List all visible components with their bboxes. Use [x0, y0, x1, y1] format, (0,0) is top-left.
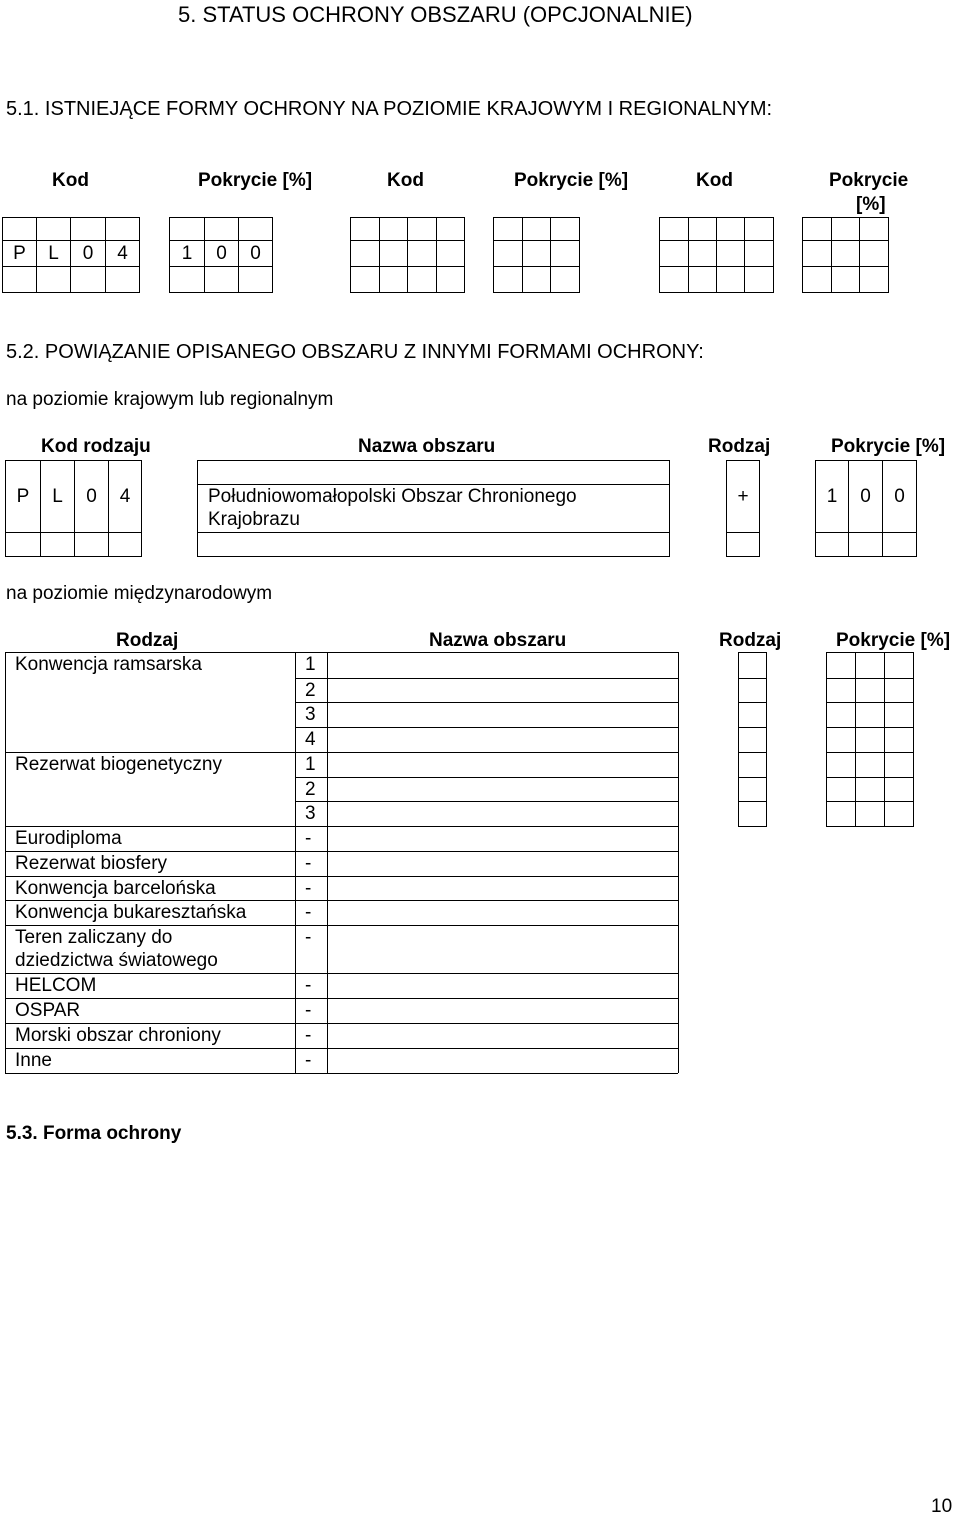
intl-pokrycie-cell[interactable] — [826, 727, 856, 753]
intl-row-label: Rezerwat biogenetyczny — [15, 754, 222, 775]
intl-row-number: - — [305, 902, 312, 923]
intl-row-number: - — [305, 1050, 312, 1071]
table-hline — [295, 652, 678, 653]
kod-2-cell-empty[interactable] — [436, 266, 465, 293]
table-hline — [295, 1073, 678, 1074]
kod-3-cell-empty[interactable] — [659, 266, 689, 293]
header-kod-1: Kod — [52, 170, 89, 191]
table-vline — [5, 652, 6, 1073]
intl-row-number: 3 — [305, 704, 316, 725]
kod-2-cell[interactable] — [350, 217, 380, 241]
intl-pokrycie-cell[interactable] — [884, 752, 914, 778]
kod-2-cell[interactable] — [407, 217, 437, 241]
kod-2-cell-value[interactable] — [379, 240, 408, 267]
kod-3-cell-empty[interactable] — [744, 266, 774, 293]
header-rodzaj: Rodzaj — [708, 436, 771, 457]
intl-pokrycie-cell[interactable] — [826, 752, 856, 778]
intl-row-label: Teren zaliczany do — [15, 927, 173, 948]
intl-pokrycie-cell[interactable] — [855, 678, 885, 703]
pokrycie-3-cell[interactable] — [802, 217, 832, 241]
table-hline — [295, 727, 678, 728]
intl-header-rodzaj: Rodzaj — [116, 630, 179, 651]
kod-1-cell-empty[interactable] — [2, 266, 37, 293]
table-hline — [295, 851, 678, 852]
kod-1-cell-value[interactable]: L — [36, 240, 71, 267]
kod-1-cell-value[interactable]: P — [2, 240, 37, 267]
pokrycie-1-cell-value[interactable]: 0 — [238, 240, 273, 267]
intl-pokrycie-cell[interactable] — [884, 652, 914, 679]
pokrycie-3-cell-value[interactable] — [802, 240, 832, 267]
kod-rodzaju-cell-empty[interactable] — [40, 532, 75, 557]
table-hline — [295, 801, 678, 802]
header-pokrycie-3-unit: [%] — [856, 194, 886, 215]
pokrycie-cell[interactable]: 0 — [882, 460, 917, 533]
intl-row-number: - — [305, 828, 312, 849]
table-hline — [5, 752, 295, 753]
header-pokrycie-3: Pokrycie — [829, 170, 909, 191]
table-hline — [5, 1073, 295, 1074]
intl-row-number: 2 — [305, 680, 316, 701]
intl-rodzaj-cell[interactable] — [738, 801, 767, 827]
kod-1-cell-empty[interactable] — [105, 266, 140, 293]
table-hline — [295, 678, 678, 679]
kod-1-cell-empty[interactable] — [70, 266, 106, 293]
kod-2-cell-empty[interactable] — [350, 266, 380, 293]
intl-row-label: Morski obszar chroniony — [15, 1025, 221, 1046]
pokrycie-2-cell-value[interactable] — [493, 240, 523, 267]
intl-header-rodzaj-2: Rodzaj — [719, 630, 782, 651]
intl-row-number: - — [305, 1000, 312, 1021]
intl-rodzaj-cell[interactable] — [738, 752, 767, 778]
intl-pokrycie-cell[interactable] — [826, 777, 856, 802]
intl-row-number: - — [305, 927, 312, 948]
kod-3-cell[interactable] — [688, 217, 717, 241]
kod-rodzaju-cell-empty[interactable] — [74, 532, 109, 557]
kod-2-cell-value[interactable] — [350, 240, 380, 267]
kod-1-cell-value[interactable]: 4 — [105, 240, 140, 267]
table-hline — [5, 1048, 295, 1049]
intl-rodzaj-cell[interactable] — [738, 678, 767, 703]
pokrycie-1-cell-empty[interactable] — [169, 266, 205, 293]
intl-pokrycie-cell[interactable] — [826, 652, 856, 679]
intl-row-label: Konwencja barcelońska — [15, 878, 216, 899]
kod-3-cell-value[interactable] — [688, 240, 717, 267]
intl-pokrycie-cell[interactable] — [884, 678, 914, 703]
intl-header-nazwa-obszaru: Nazwa obszaru — [429, 630, 567, 651]
intl-rodzaj-cell[interactable] — [738, 777, 767, 802]
table-hline — [295, 777, 678, 778]
kod-1-cell[interactable] — [2, 217, 37, 241]
kod-3-cell-value[interactable] — [716, 240, 745, 267]
kod-rodzaju-cell[interactable]: 4 — [108, 460, 142, 533]
table-vline — [327, 652, 328, 1073]
pokrycie-2-cell-empty[interactable] — [493, 266, 523, 293]
table-hline — [295, 925, 678, 926]
intl-row-number: 2 — [305, 779, 316, 800]
header-pokrycie: Pokrycie [%] — [831, 436, 946, 457]
pokrycie-3-cell-value[interactable] — [831, 240, 860, 267]
kod-2-cell-value[interactable] — [407, 240, 437, 267]
table-vline — [678, 652, 679, 1073]
intl-row-label: Rezerwat biosfery — [15, 853, 168, 874]
table-hline — [295, 876, 678, 877]
table-hline — [5, 1023, 295, 1024]
header-pokrycie-2: Pokrycie [%] — [514, 170, 629, 191]
pokrycie-cell-empty[interactable] — [815, 532, 849, 557]
intl-pokrycie-cell[interactable] — [884, 702, 914, 728]
national-level-label: na poziomie krajowym lub regionalnym — [6, 389, 334, 410]
header-nazwa-obszaru: Nazwa obszaru — [358, 436, 496, 457]
kod-rodzaju-cell[interactable]: L — [40, 460, 75, 533]
intl-pokrycie-cell[interactable] — [855, 801, 885, 827]
table-hline — [295, 1048, 678, 1049]
table-hline — [295, 998, 678, 999]
table-vline — [295, 652, 296, 1073]
intl-row-label: Inne — [15, 1050, 52, 1071]
header-kod-rodzaju: Kod rodzaju — [41, 436, 151, 457]
pokrycie-2-cell[interactable] — [493, 217, 523, 241]
intl-pokrycie-cell[interactable] — [826, 801, 856, 827]
intl-row-number: 1 — [305, 754, 316, 775]
pokrycie-3-cell-empty[interactable] — [831, 266, 860, 293]
intl-pokrycie-cell[interactable] — [855, 652, 885, 679]
table-hline — [5, 925, 295, 926]
pokrycie-2-cell-value[interactable] — [522, 240, 551, 267]
kod-1-cell-empty[interactable] — [36, 266, 71, 293]
subsection-title-5-3: 5.3. Forma ochrony — [6, 1123, 182, 1144]
kod-rodzaju-cell[interactable]: P — [5, 460, 41, 533]
page-number: 10 — [931, 1496, 953, 1517]
table-hline — [295, 702, 678, 703]
intl-rodzaj-cell[interactable] — [738, 727, 767, 753]
table-hline — [5, 876, 295, 877]
nazwa-obszaru-top[interactable] — [197, 460, 670, 485]
pokrycie-2-cell[interactable] — [522, 217, 551, 241]
international-level-label: na poziomie międzynarodowym — [6, 583, 273, 604]
intl-row-number: - — [305, 1025, 312, 1046]
kod-3-cell[interactable] — [744, 217, 774, 241]
section-title: 5. STATUS OCHRONY OBSZARU (OPCJONALNIE) — [178, 2, 693, 27]
pokrycie-3-cell-empty[interactable] — [802, 266, 832, 293]
pokrycie-1-cell[interactable] — [238, 217, 273, 241]
pokrycie-1-cell-value[interactable]: 0 — [204, 240, 239, 267]
intl-rodzaj-cell[interactable] — [738, 702, 767, 728]
table-hline — [5, 998, 295, 999]
intl-row-number: 1 — [305, 654, 316, 675]
header-pokrycie-1: Pokrycie [%] — [198, 170, 313, 191]
subsection-title-5-2: 5.2. POWIĄZANIE OPISANEGO OBSZARU Z INNYMI FORMAMI OCHRONY: — [6, 341, 704, 363]
intl-row-label: HELCOM — [15, 975, 97, 996]
kod-2-cell-value[interactable] — [436, 240, 465, 267]
pokrycie-2-cell[interactable] — [550, 217, 580, 241]
header-kod-3: Kod — [696, 170, 733, 191]
intl-row-number: - — [305, 853, 312, 874]
pokrycie-cell-empty[interactable] — [882, 532, 917, 557]
nazwa-obszaru-line1: Południowomałopolski Obszar Chronionego — [208, 486, 577, 507]
pokrycie-cell-empty[interactable] — [848, 532, 883, 557]
table-hline — [5, 973, 295, 974]
kod-2-cell[interactable] — [436, 217, 465, 241]
table-hline — [295, 752, 678, 753]
pokrycie-1-cell[interactable] — [204, 217, 239, 241]
pokrycie-1-cell-empty[interactable] — [238, 266, 273, 293]
intl-pokrycie-cell[interactable] — [855, 727, 885, 753]
intl-row-label-line2: dziedzictwa światowego — [15, 950, 218, 971]
intl-pokrycie-cell[interactable] — [884, 801, 914, 827]
pokrycie-2-cell-value[interactable] — [550, 240, 580, 267]
pokrycie-2-cell-empty[interactable] — [550, 266, 580, 293]
kod-3-cell-empty[interactable] — [688, 266, 717, 293]
table-hline — [5, 900, 295, 901]
intl-row-label: Konwencja bukaresztańska — [15, 902, 247, 923]
pokrycie-3-cell[interactable] — [859, 217, 889, 241]
kod-1-cell-value[interactable]: 0 — [70, 240, 106, 267]
rodzaj-cell[interactable]: + — [726, 460, 760, 533]
kod-rodzaju-cell[interactable]: 0 — [74, 460, 109, 533]
intl-pokrycie-cell[interactable] — [855, 777, 885, 802]
table-hline — [295, 900, 678, 901]
intl-pokrycie-cell[interactable] — [826, 678, 856, 703]
intl-row-label: OSPAR — [15, 1000, 81, 1021]
intl-pokrycie-cell[interactable] — [855, 702, 885, 728]
kod-3-cell-empty[interactable] — [716, 266, 745, 293]
intl-header-pokrycie: Pokrycie [%] — [836, 630, 951, 651]
nazwa-obszaru-empty[interactable] — [197, 532, 670, 557]
pokrycie-2-cell-empty[interactable] — [522, 266, 551, 293]
intl-row-number: - — [305, 878, 312, 899]
intl-pokrycie-cell[interactable] — [884, 727, 914, 753]
kod-2-cell[interactable] — [379, 217, 408, 241]
intl-row-label: Eurodiploma — [15, 828, 122, 849]
table-hline — [5, 652, 295, 653]
intl-row-number: 3 — [305, 803, 316, 824]
kod-2-cell-empty[interactable] — [407, 266, 437, 293]
pokrycie-3-cell[interactable] — [831, 217, 860, 241]
header-kod-2: Kod — [387, 170, 424, 191]
kod-3-cell[interactable] — [716, 217, 745, 241]
table-hline — [295, 826, 678, 827]
pokrycie-1-cell-empty[interactable] — [204, 266, 239, 293]
table-hline — [295, 1023, 678, 1024]
kod-3-cell-value[interactable] — [659, 240, 689, 267]
intl-rodzaj-cell[interactable] — [738, 652, 767, 679]
kod-2-cell-empty[interactable] — [379, 266, 408, 293]
table-hline — [5, 826, 295, 827]
kod-1-cell[interactable] — [36, 217, 71, 241]
kod-rodzaju-cell-empty[interactable] — [5, 532, 41, 557]
kod-3-cell-value[interactable] — [744, 240, 774, 267]
pokrycie-1-cell-value[interactable]: 1 — [169, 240, 205, 267]
kod-3-cell[interactable] — [659, 217, 689, 241]
intl-row-number: - — [305, 975, 312, 996]
rodzaj-cell-empty[interactable] — [726, 532, 760, 557]
nazwa-obszaru-line2: Krajobrazu — [208, 509, 300, 530]
intl-pokrycie-cell[interactable] — [855, 752, 885, 778]
subsection-title-5-1: 5.1. ISTNIEJĄCE FORMY OCHRONY NA POZIOMIE KRAJOWYM I REGIONALNYM: — [6, 98, 773, 120]
pokrycie-cell[interactable]: 0 — [848, 460, 883, 533]
intl-row-number: 4 — [305, 729, 316, 750]
pokrycie-cell[interactable]: 1 — [815, 460, 849, 533]
pokrycie-3-cell-empty[interactable] — [859, 266, 889, 293]
pokrycie-1-cell[interactable] — [169, 217, 205, 241]
table-hline — [5, 851, 295, 852]
intl-pokrycie-cell[interactable] — [884, 777, 914, 802]
intl-row-label: Konwencja ramsarska — [15, 654, 202, 675]
kod-1-cell[interactable] — [70, 217, 106, 241]
intl-pokrycie-cell[interactable] — [826, 702, 856, 728]
kod-rodzaju-cell-empty[interactable] — [108, 532, 142, 557]
kod-1-cell[interactable] — [105, 217, 140, 241]
table-hline — [295, 973, 678, 974]
pokrycie-3-cell-value[interactable] — [859, 240, 889, 267]
